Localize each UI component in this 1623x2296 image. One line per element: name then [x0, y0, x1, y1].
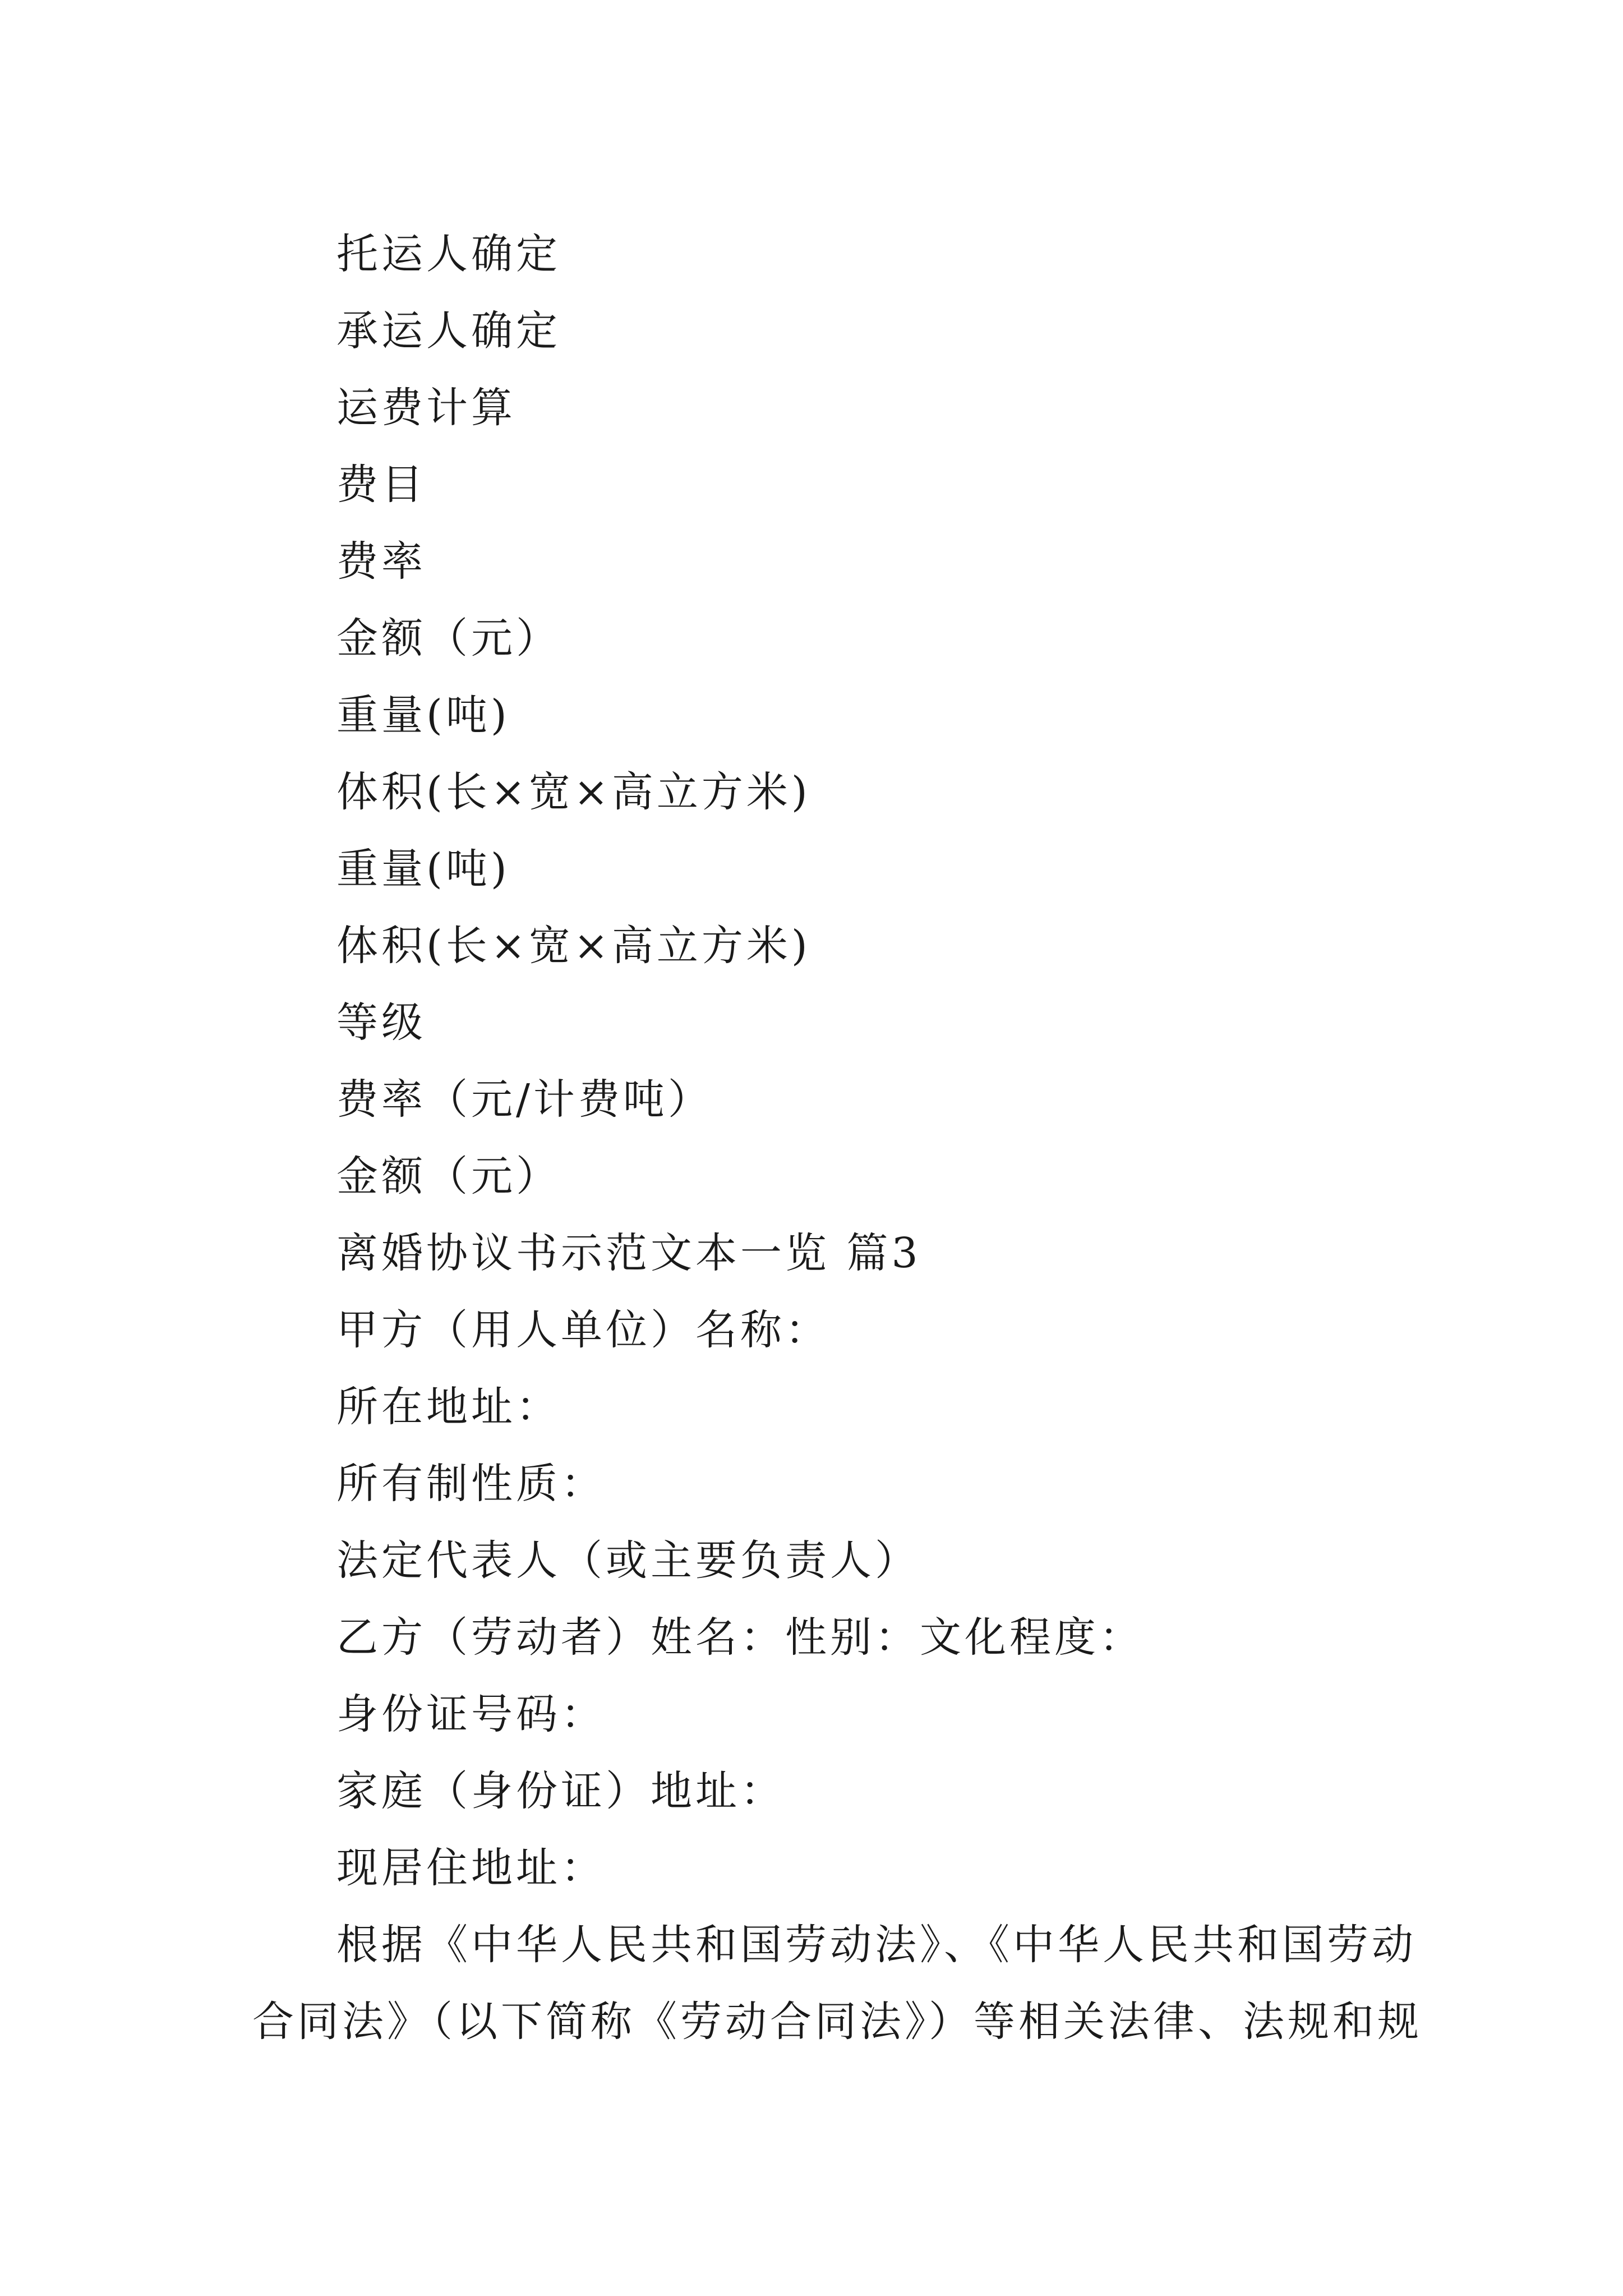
text-line: 费率（元/计费吨） [336, 1075, 713, 1124]
paragraph-line: 合同法》（以下简称《劳动合同法》）等相关法律、法规和规 [252, 1998, 1422, 2046]
text-line: 承运人确定 [336, 307, 561, 355]
text-line: 乙方（劳动者）姓名：性别：文化程度： [336, 1613, 1144, 1662]
text-line: 重量(吨) [336, 845, 510, 893]
text-line: 甲方（用人单位）名称： [336, 1306, 830, 1354]
section-heading: 离婚协议书示范文本一览 篇3 [336, 1229, 921, 1277]
text-line: 金额（元） [336, 614, 561, 662]
text-line: 现居住地址： [336, 1844, 606, 1892]
text-line: 所在地址： [336, 1383, 561, 1431]
text-line: 所有制性质： [336, 1460, 606, 1508]
text-line: 体积(长×宽×高立方米) [336, 768, 811, 816]
text-line: 费率 [336, 537, 426, 586]
text-line: 金额（元） [336, 1152, 561, 1200]
text-line: 重量(吨) [336, 691, 510, 739]
text-line: 身份证号码： [336, 1690, 606, 1738]
document-body [252, 216, 1422, 2060]
paragraph-line: 根据《中华人民共和国劳动法》、《中华人民共和国劳动 [336, 1921, 1417, 1969]
text-line: 运费计算 [336, 384, 516, 432]
text-line: 法定代表人（或主要负责人） [336, 1536, 920, 1585]
text-line: 托运人确定 [336, 230, 561, 278]
text-line: 等级 [336, 999, 426, 1047]
text-line: 费目 [336, 461, 426, 509]
text-line: 体积(长×宽×高立方米) [336, 922, 811, 970]
text-line: 家庭（身份证）地址： [336, 1767, 785, 1815]
